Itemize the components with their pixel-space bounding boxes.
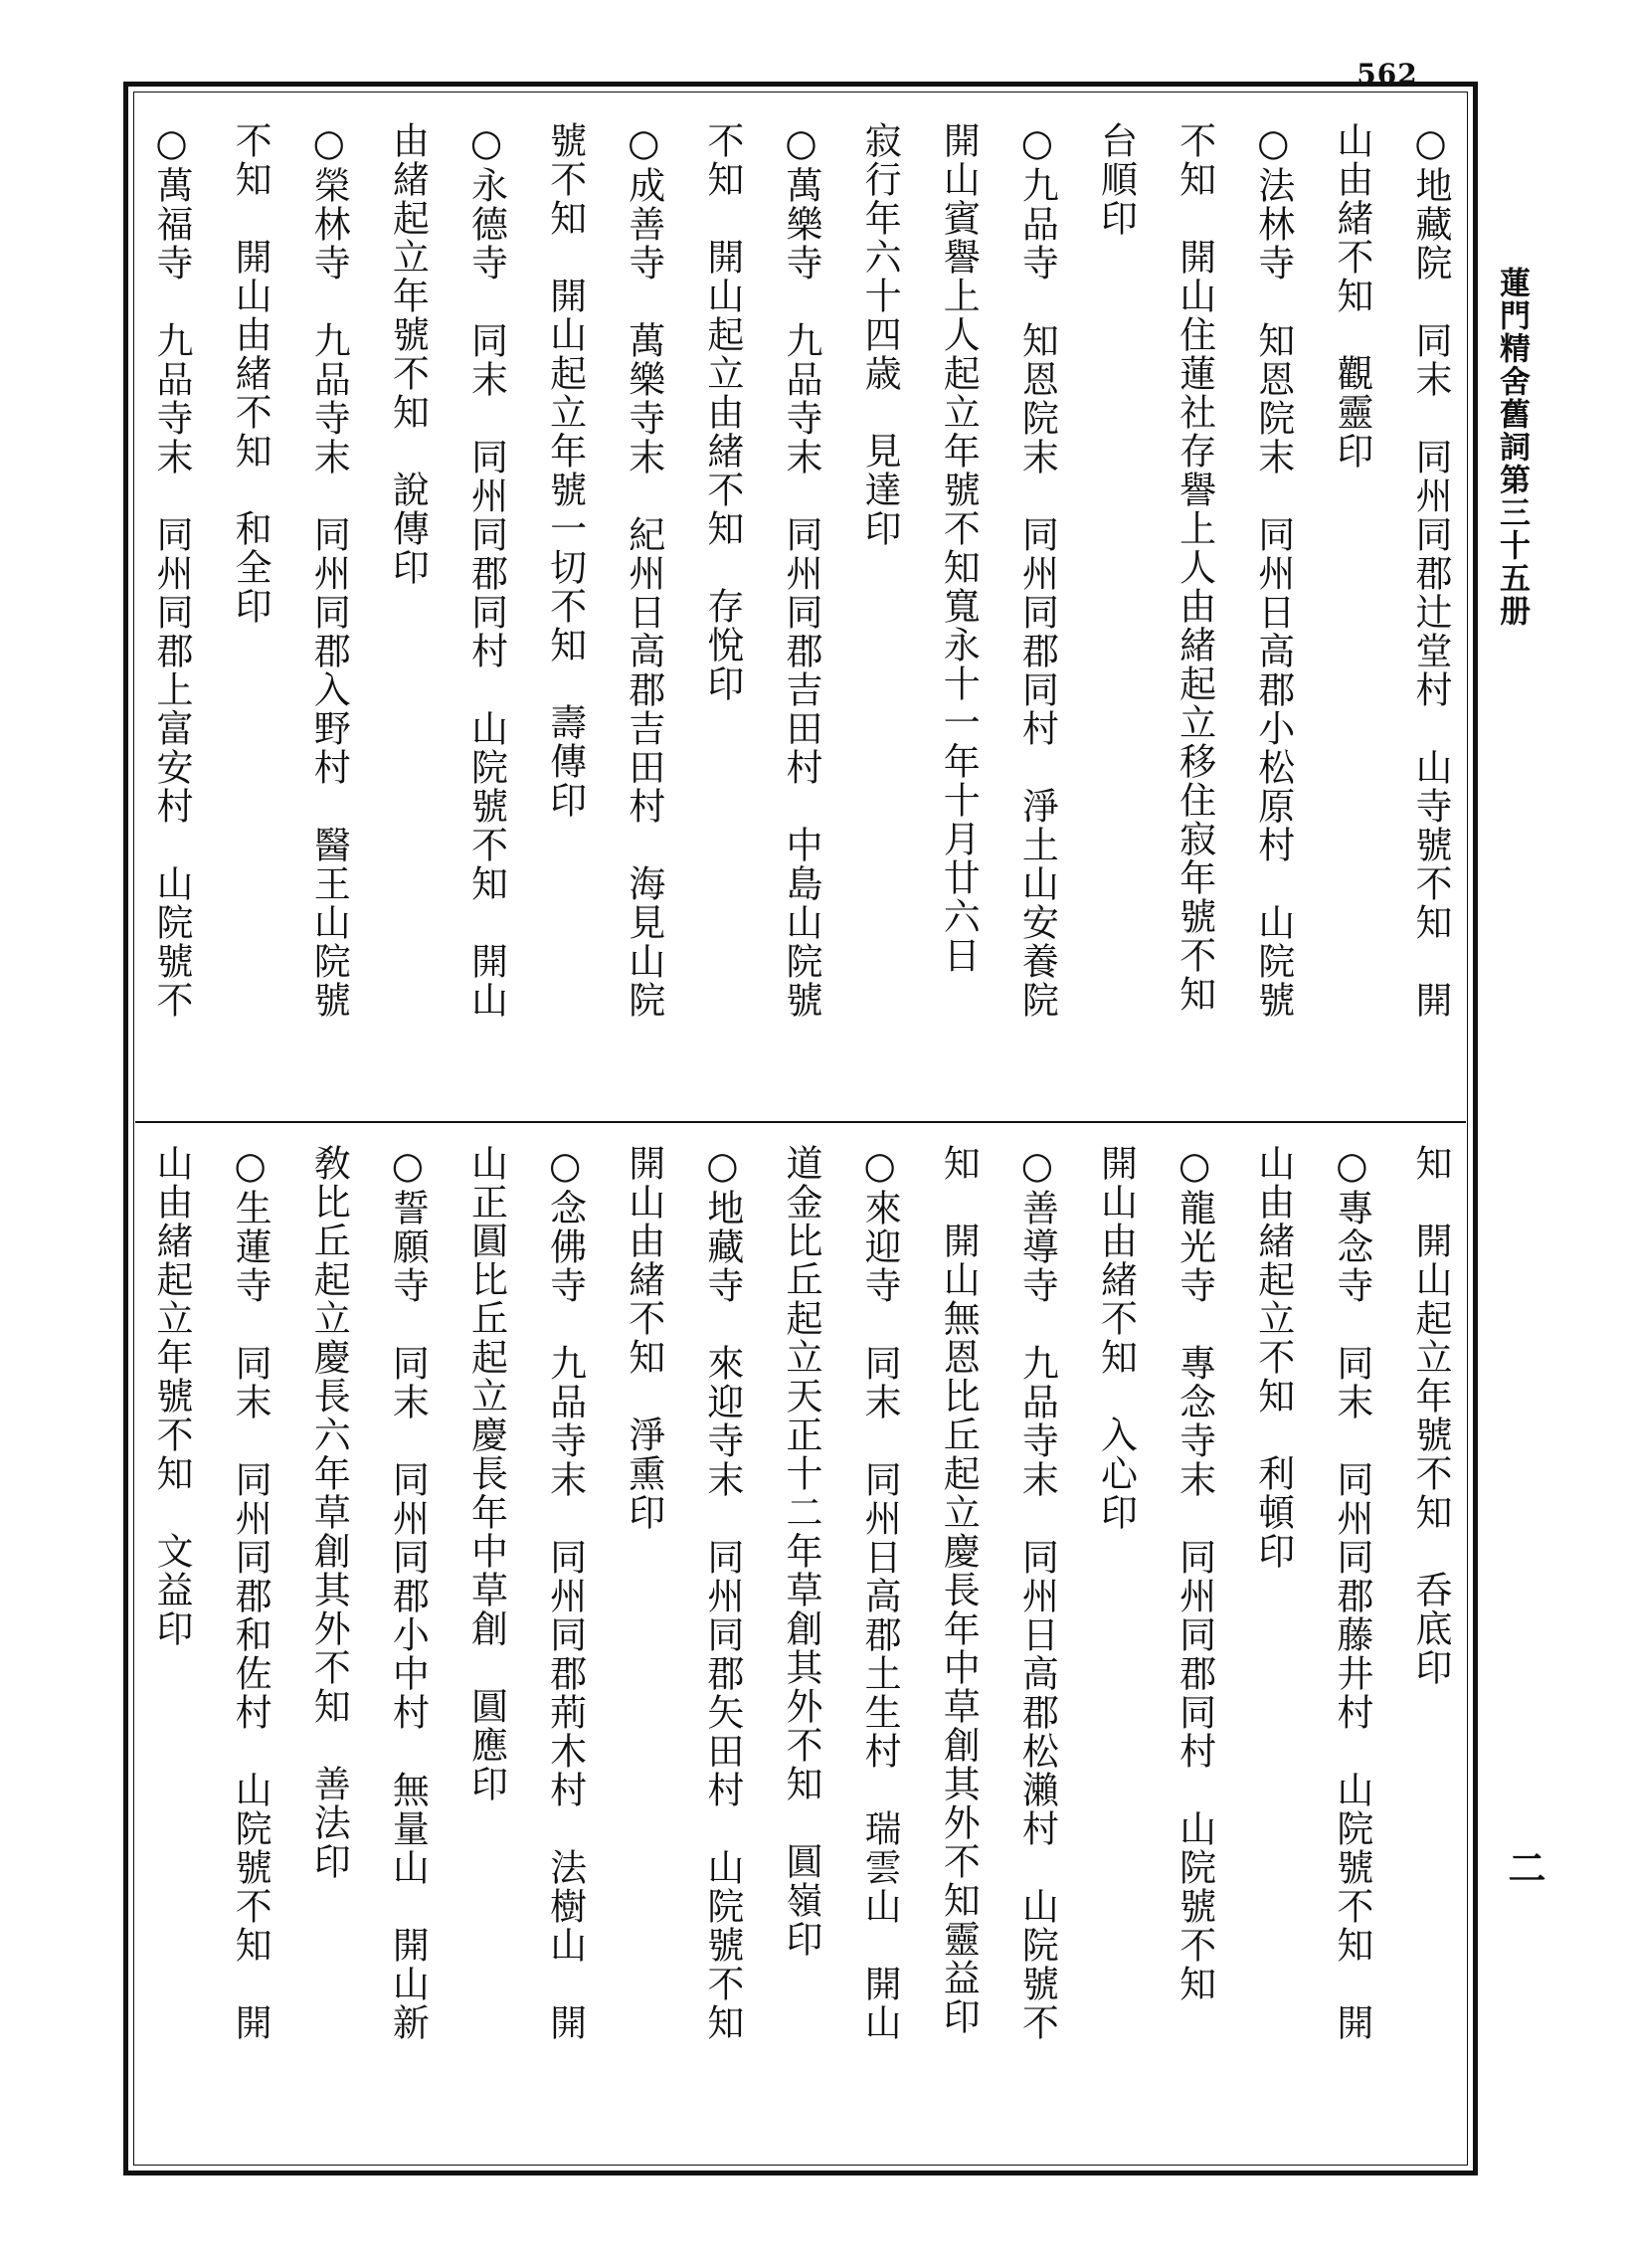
text-column: 號不知 開山起立年號一切不知 壽傳印 bbox=[543, 121, 587, 820]
text-column: ○念佛寺 九品寺末 同州同郡荊木村 法樹山 開 bbox=[543, 1144, 587, 2042]
text-column: ○誓願寺 同末 同州同郡小中村 無量山 開山新 bbox=[386, 1144, 430, 2042]
text-column: 開山由緒不知 入心印 bbox=[1094, 1144, 1138, 1532]
text-column: 山由緒起立不知 利頓印 bbox=[1251, 1144, 1295, 1571]
text-column: 知 開山無恩比丘起立慶長年中草創其外不知靈益印 bbox=[937, 1144, 981, 2036]
text-column: 敎比丘起立慶長六年草創其外不知 善法印 bbox=[307, 1144, 351, 1881]
text-column: ○法林寺 知恩院末 同州日高郡小松原村 山院號 bbox=[1251, 121, 1295, 1020]
text-column: ○龍光寺 專念寺末 同州同郡同村 山院號不知 bbox=[1173, 1144, 1216, 2003]
text-column: 寂行年六十四歳 見達印 bbox=[858, 121, 902, 548]
text-column: ○生蓮寺 同末 同州同郡和佐村 山院號不知 開 bbox=[229, 1144, 272, 2042]
text-column: ○專念寺 同末 同州同郡藤井村 山院號不知 開 bbox=[1330, 1144, 1373, 2042]
text-column: ○萬福寺 九品寺末 同州同郡上富安村 山院號不 bbox=[150, 121, 193, 1020]
text-column: 知 開山起立年號不知 呑底印 bbox=[1409, 1144, 1452, 1687]
text-column: 不知 開山由緒不知 和全印 bbox=[229, 121, 272, 626]
bottom-register-section bbox=[149, 1144, 1452, 2149]
text-column: ○成善寺 萬樂寺末 紀州日高郡吉田村 海見山院 bbox=[622, 121, 665, 1020]
text-column: ○地藏寺 來迎寺末 同州同郡矢田村 山院號不知 bbox=[700, 1144, 744, 2042]
top-register-section bbox=[149, 121, 1452, 1106]
text-column: 道金比丘起立天正十二年草創其外不知 圓嶺印 bbox=[780, 1144, 822, 1959]
text-column: 山正圓比丘起立慶長年中草創 圓應印 bbox=[464, 1144, 508, 1803]
text-column: ○地藏院 同末 同州同郡辻堂村 山寺號不知 開 bbox=[1409, 121, 1452, 1020]
text-column: ○善導寺 九品寺末 同州日高郡松瀨村 山院號不 bbox=[1015, 1144, 1059, 2042]
text-column: 由緒起立年號不知 說傳印 bbox=[386, 121, 430, 587]
top-columns bbox=[149, 121, 1452, 1106]
text-column: ○永德寺 同末 同州同郡同村 山院號不知 開山 bbox=[464, 121, 508, 1020]
bottom-columns bbox=[149, 1144, 1452, 2149]
page-number: 562 bbox=[1357, 58, 1418, 91]
text-column: ○來迎寺 同末 同州日高郡土生村 瑞雲山 開山 bbox=[858, 1144, 902, 2042]
text-column: 山由緒起立年號不知 文益印 bbox=[150, 1144, 193, 1648]
text-column: 台順印 bbox=[1094, 121, 1138, 238]
text-column: 不知 開山起立由緒不知 存悅印 bbox=[700, 121, 744, 703]
text-column: ○榮林寺 九品寺末 同州同郡入野村 醫王山院號 bbox=[307, 121, 351, 1020]
text-column: ○萬樂寺 九品寺末 同州同郡吉田村 中島山院號 bbox=[780, 121, 822, 1020]
text-column: 開山賓譽上人起立年號不知寬永十一年十月廿六日 bbox=[937, 121, 981, 975]
middle-divider bbox=[135, 1121, 1466, 1123]
text-column: ○九品寺 知恩院末 同州同郡同村 淨土山安養院 bbox=[1015, 121, 1059, 1020]
text-column: 開山由緒不知 淨熏印 bbox=[622, 1144, 665, 1532]
margin-book-title: 蓮門精舍舊詞第三十五册 bbox=[1494, 267, 1530, 628]
folio-mark: 二 bbox=[1502, 1848, 1546, 1886]
text-column: 山由緒不知 觀靈印 bbox=[1330, 121, 1373, 471]
text-column: 不知 開山住蓮社存譽上人由緒起立移住寂年號不知 bbox=[1173, 121, 1216, 1014]
